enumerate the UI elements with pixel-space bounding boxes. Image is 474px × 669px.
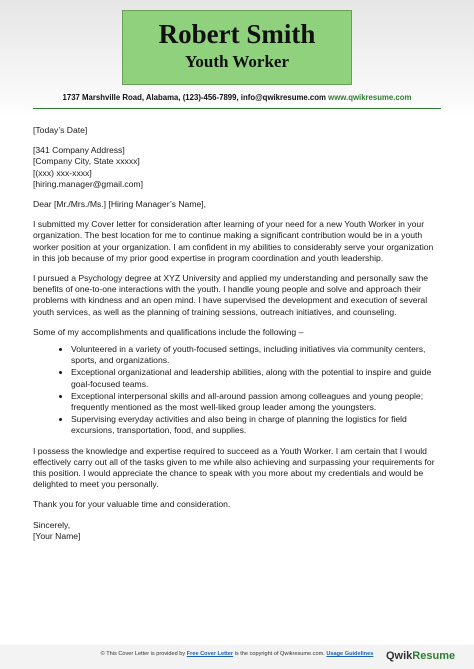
address-line: [341 Company Address] [33, 145, 125, 156]
letter-date: [Today’s Date] [33, 125, 88, 135]
paragraph-intro: I submitted my Cover letter for consideration after learning of your need for a new Youth Worker in your organization. The best location for me to continue making a significant contribution would be in a youth worker position at your organization. I am confident in my abilities to considerably serve your organization in this job because of my prior good expertise in program coordination and youth leadership. [33, 219, 434, 263]
recipient-address [33, 145, 441, 190]
address-line: [hiring.manager@gmail.com] [33, 178, 143, 189]
job-title: Youth Worker [184, 52, 290, 71]
signature-block [33, 520, 441, 542]
qwikresume-logo[interactable] [386, 650, 466, 664]
contact-details: 1737 Marshville Road, Alabama, (123)-456-7899, info@qwikresume.com [62, 93, 326, 102]
applicant-name: Robert Smith [158, 19, 316, 49]
list-item: • Exceptional interpersonal skills and all-around passion among colleagues and young people; frequently mentioned as the most well-liked group leader among the youngsters. [71, 391, 441, 413]
logo-main: Qwik [386, 650, 413, 662]
address-line: [(xxx) xxx-xxxx] [33, 167, 92, 178]
paragraph-closing: I possess the knowledge and expertise required to succeed as a Youth Worker. I am certain that I would effectively carry out all of the tasks given to me while also achieving and surpassing your requirements for this position. I would appreciate the chance to speak with you more about my credentials and would be delighted to meet you personally. [33, 445, 435, 490]
free-cover-letter-link[interactable]: Free Cover Letter [186, 651, 234, 657]
paragraph-education: I pursued a Psychology degree at XYZ University and applied my understanding and personally saw the benefits of one-to-one interactions with the youth. I handle young people and solve and approach their problems with kindness and an open mind. I have supervised the development and execution of several youth services, as well as the planning of training sessions, outreach initiatives, and counseling. [33, 273, 429, 317]
footer-middle: is the copyright of Qwikresume.com. [234, 651, 325, 657]
letter-body [33, 125, 441, 551]
website-link[interactable]: www.qwikresume.com [328, 93, 412, 102]
thanks-line: Thank you for your valuable time and consideration. [33, 499, 231, 510]
list-intro: Some of my accomplishments and qualifications include the following – [33, 326, 304, 337]
list-item: • Volunteered in a variety of youth-focused settings, including initiatives via community centers, sports, and organizations. [71, 344, 441, 366]
address-line: [Company City, State xxxxx] [33, 156, 140, 167]
signoff: Sincerely, [33, 519, 71, 530]
list-item: • Exceptional organizational and leadership abilities, along with the potential to inspire and guide goal-focused teams. [71, 367, 441, 389]
salutation: Dear [Mr./Mrs./Ms.] [Hiring Manager’s Name], [33, 199, 207, 210]
signature-name: [Your Name] [33, 530, 81, 541]
header-divider [33, 108, 441, 109]
list-item: • Supervising everyday activities and also being in charge of planning the logistics for field excursions, transportation, food, and supplies. [71, 414, 441, 436]
logo-accent: Resume [412, 650, 456, 662]
contact-line [0, 93, 474, 102]
accomplishments-list [33, 344, 441, 437]
name-box [122, 10, 352, 85]
footer-prefix: © This Cover Letter is provided by [100, 651, 186, 657]
usage-guidelines-link[interactable]: Usage Guidelines [326, 651, 374, 657]
